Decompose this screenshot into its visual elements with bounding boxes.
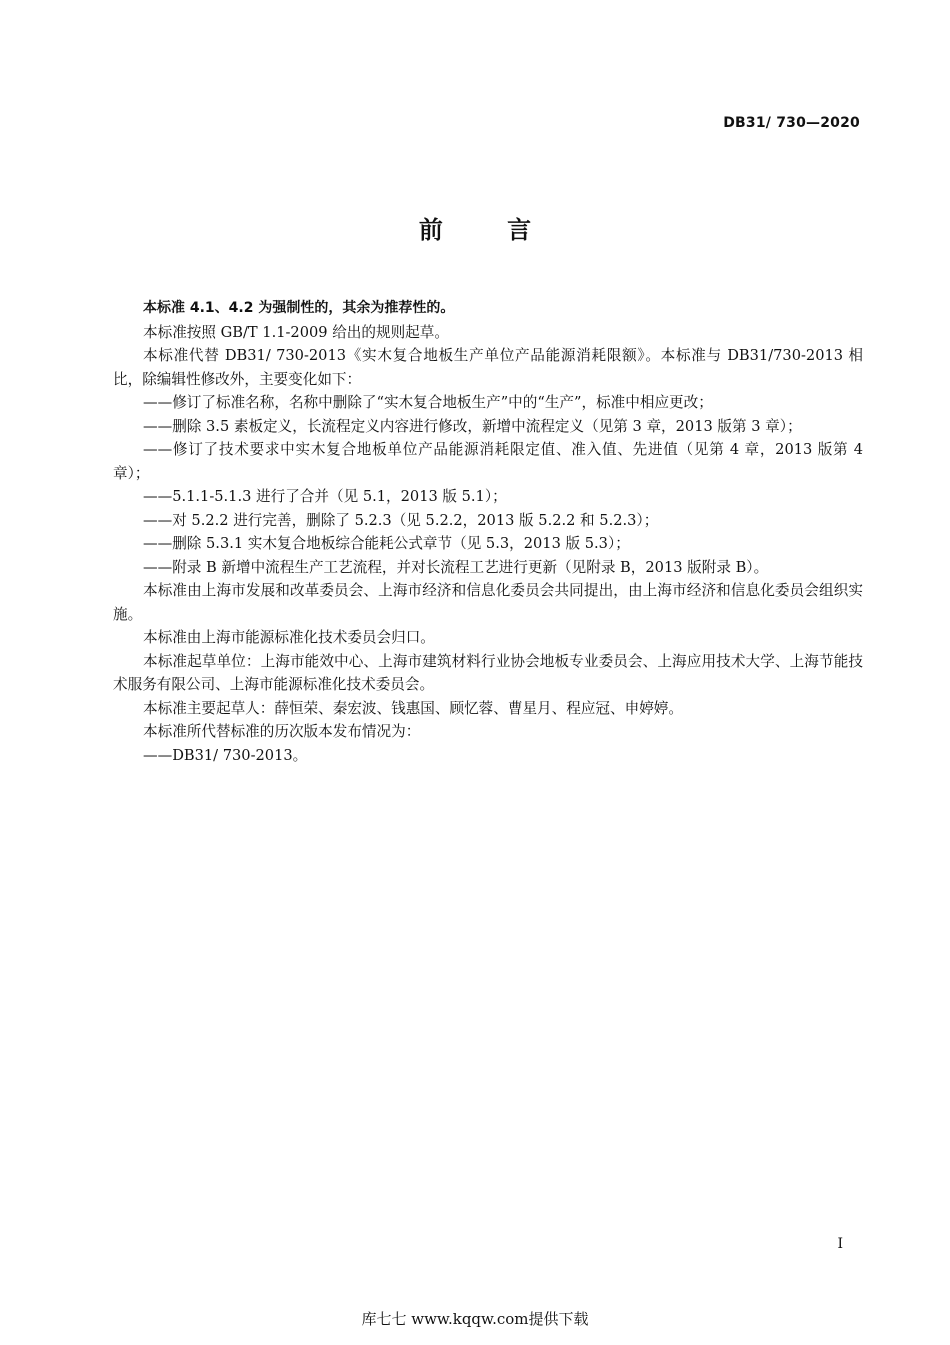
history-item: ——DB31/ 730-2013。 [143,746,308,764]
paragraph-committee: 本标准由上海市能源标准化技术委员会归口。 [143,629,435,646]
paragraph-drafting-units: 本标准起草单位：上海市能效中心、上海市建筑材料行业协会地板专业委员会、上海应用技术大学、上海节能技术服务有限公司、上海市能源标准化技术委员会。 [113,652,863,693]
foreword-body [113,297,863,767]
paragraph-replacement: 本标准代替 DB31/ 730-2013《实木复合地板生产单位产品能源消耗限额》。本标准与 DB31/730-2013 相比，除编辑性修改外，主要变化如下： [113,347,863,388]
paragraph-mandatory-clause: 本标准 4.1、4.2 为强制性的，其余为推荐性的。 [143,300,455,316]
change-item: ——5.1.1-5.1.3 进行了合并（见 5.1，2013 版 5.1）； [143,488,507,505]
paragraph-drafting-rule: 本标准按照 GB/T 1.1-2009 给出的规则起草。 [143,323,449,341]
change-item: ——删除 3.5 素板定义，长流程定义内容进行修改，新增中流程定义（见第 3 章，2013 版第 3 章）； [143,417,802,435]
paragraph-drafters: 本标准主要起草人：薛恒荣、秦宏波、钱惠国、顾忆蓉、曹星月、程应冠、申婷婷。 [143,699,683,717]
change-item: ——修订了标准名称，名称中删除了“实木复合地板生产”中的“生产”，标准中相应更改； [143,394,713,411]
document-code: DB31/ 730—2020 [723,115,860,131]
download-footer: 库七七 www.kqqw.com提供下载 [361,1310,589,1328]
page-number: I [837,1236,843,1252]
change-item: ——附录 B 新增中流程生产工艺流程，并对长流程工艺进行更新（见附录 B，2013 版附录 B）。 [143,558,769,576]
paragraph-history: 本标准所代替标准的历次版本发布情况为： [143,723,421,740]
change-item: ——修订了技术要求中实木复合地板单位产品能源消耗限定值、准入值、先进值（见第 4 章，2013 版第 4 章）； [113,441,863,482]
paragraph-proposer: 本标准由上海市发展和改革委员会、上海市经济和信息化委员会共同提出，由上海市经济和信息化委员会组织实施。 [113,582,863,623]
page-title: 前 言 [418,216,560,244]
change-item: ——对 5.2.2 进行完善，删除了 5.2.3（见 5.2.2，2013 版 5.2.2 和 5.2.3）； [143,511,659,529]
change-item: ——删除 5.3.1 实木复合地板综合能耗公式章节（见 5.3，2013 版 5.3）； [143,535,630,552]
